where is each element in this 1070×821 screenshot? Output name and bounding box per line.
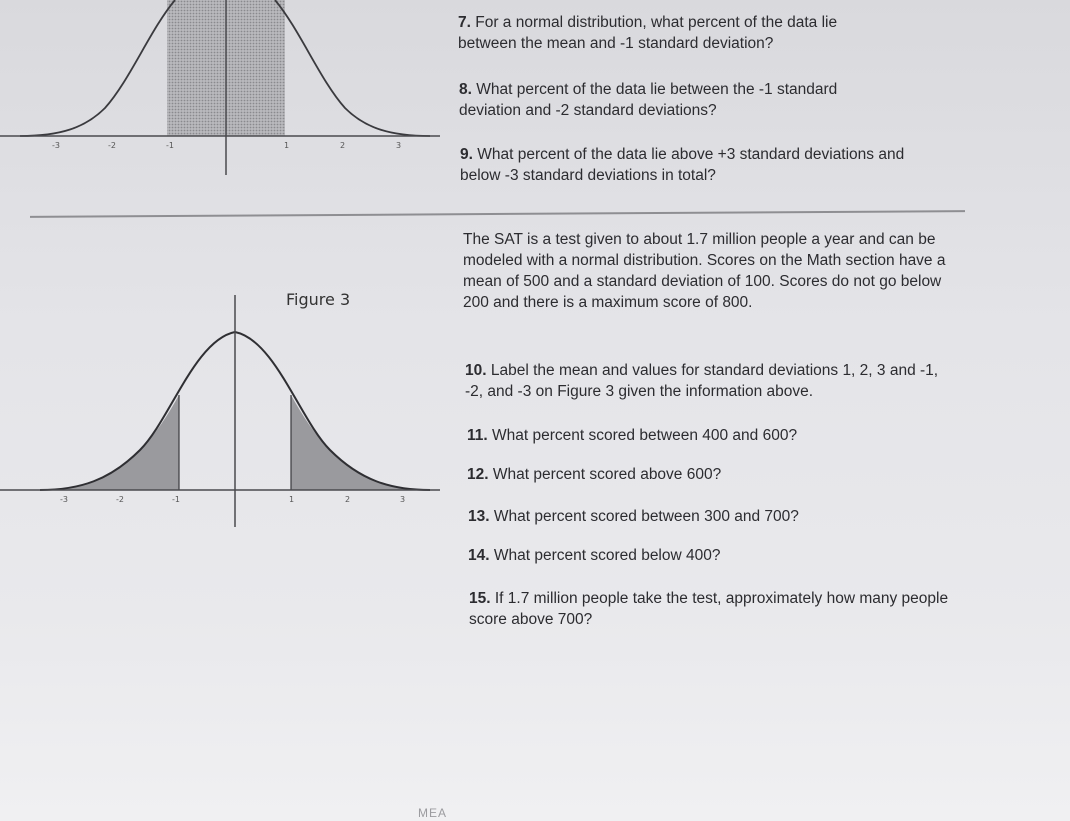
figure3-right-shaded-tail [291,395,430,490]
question-12 [467,464,947,485]
figure3-tick-label: 3 [400,495,406,504]
question-7 [458,12,878,54]
question-number: 12. [467,466,489,483]
question-number: 14. [468,547,490,564]
question-number: 10. [465,362,487,379]
question-number: 11. [467,427,488,444]
question-15 [469,588,949,630]
top-tick-label: 2 [340,141,346,150]
question-text: What percent scored above 600? [492,466,722,483]
question-number: 15. [469,590,491,607]
question-text: What percent of the data lie above +3 standard deviations and below -3 standard deviations in total? [460,146,905,184]
question-text: What percent scored between 300 and 700? [493,508,799,525]
figure3-left-shaded-tail [40,395,179,490]
question-text: What percent scored below 400? [493,547,721,564]
question-number: 13. [468,508,490,525]
question-text: What percent of the data lie between the -1 standard deviation and -2 standard deviations? [459,81,838,119]
sat-paragraph: The SAT is a test given to about 1.7 million people a year and can be modeled with a normal distribution. Scores on the Math section have a mean of 500 and a standard deviation of 100. Scores do not go below 200 and there is a maximum score of 800. [463,231,946,311]
question-13 [468,506,948,527]
question-number: 9. [460,146,473,163]
top-tick-label: -2 [108,141,116,150]
top-tick-label: -1 [166,141,174,150]
question-text: Label the mean and values for standard deviations 1, 2, 3 and -1, -2, and -3 on Figure 3 given the information above. [465,362,939,400]
figure3-normal-curve-figure [0,295,440,527]
figure3-tick-label: -2 [116,495,124,504]
figure3-tick-label: 1 [289,495,295,504]
question-8 [459,79,899,121]
question-number: 7. [458,14,471,31]
question-10 [465,360,945,402]
figures-canvas [0,0,440,560]
cut-off-footer-text: MEA [418,806,448,820]
top-tick-label: 1 [284,141,290,150]
top-tick-label: -3 [52,141,60,150]
top-tick-label: 3 [396,141,402,150]
question-14 [468,545,948,566]
figure3-tick-label: 2 [345,495,351,504]
figure3-tick-label: -1 [172,495,180,504]
question-9 [460,144,940,186]
figure3-tick-label: -3 [60,495,68,504]
question-text: What percent scored between 400 and 600? [492,427,798,444]
top-normal-curve-figure [0,0,440,175]
question-11 [467,425,947,446]
question-text: For a normal distribution, what percent of the data lie between the mean and -1 standard deviation? [458,14,838,52]
figure3-axis-ticks [60,495,405,504]
question-number: 8. [459,81,472,98]
question-text: If 1.7 million people take the test, approximately how many people score above 700? [469,590,949,628]
figure3-label: Figure 3 [286,290,351,309]
